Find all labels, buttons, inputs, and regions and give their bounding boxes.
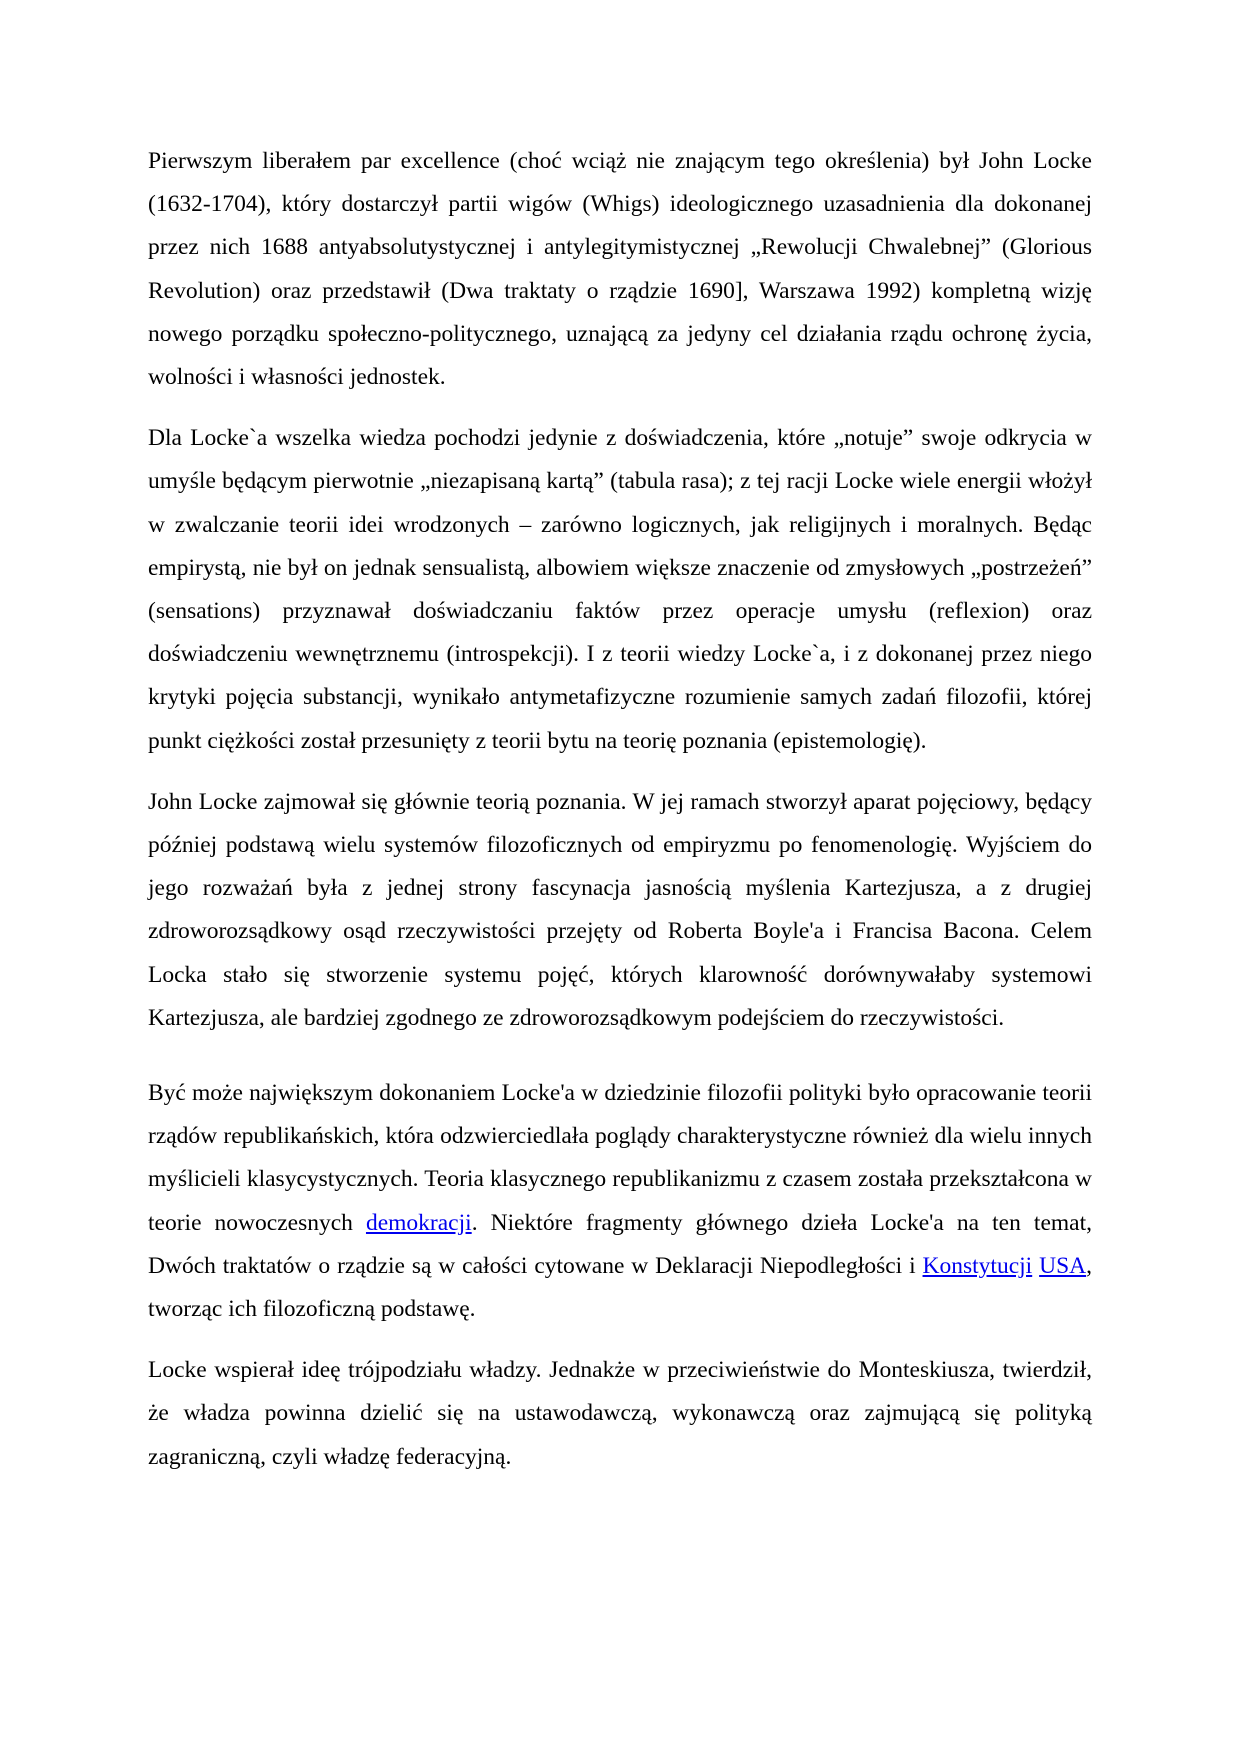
paragraph-locke-liberalism: Pierwszym liberałem par excellence (choć wciąż nie znającym tego określenia) był John Locke (1632-1704), który dostarczył partii wigów (Whigs) ideologicznego uzasadnienia dla dokonanej przez nich 1688 antyabsolutystycznej i antylegitymistycznej „Rewolucji Chwalebnej” (Glorious Revolution) oraz przedstawił (Dwa traktaty o rządzie 1690], Warszawa 1992) kompletną wizję nowego porządku społeczno-politycznego, uznającą za jedyny cel działania rządu ochronę życia, wolności i własności jednostek. bbox=[148, 148, 1092, 391]
link-demokracji[interactable]: demokracji bbox=[365, 1209, 472, 1236]
paragraph-text: . Niektóre fragmenty głównego dzieła Locke'a na ten temat, Dwóch traktatów o rządzie są w całości cytowane w Deklaracji Niepodległości i bbox=[148, 1209, 1092, 1279]
link-konstytucji[interactable]: Konstytucji bbox=[922, 1252, 1033, 1279]
paragraph-text: , tworząc ich filozoficzną podstawę. bbox=[148, 1252, 1092, 1323]
paragraph-text: Być może największym dokonaniem Locke'a w dziedzinie filozofii polityki było opracowanie teorii rządów republikańskich, która odzwierciedlała poglądy charakterystyczne również dla wielu innych myślicieli klasycystycznych. Teoria klasycznego republikanizmu z czasem została przekształcona w teorie nowoczesnych bbox=[148, 1080, 1092, 1236]
paragraph-theory-of-knowledge: John Locke zajmował się głównie teorią poznania. W jej ramach stworzył aparat pojęciowy, będący później podstawą wielu systemów filozoficznych od empiryzmu po fenomenologię. Wyjściem do jego rozważań była z jednej strony fascynacja jasnością myślenia Kartezjusza, a z drugiej zdroworozsądkowy osąd rzeczywistości przejęty od Roberta Boyle'a i Francisa Bacona. Celem Locka stało się stworzenie systemu pojęć, których klarowność dorównywałaby systemowi Kartezjusza, ale bardziej zgodnego ze zdroworozsądkowym podejściem do rzeczywistości. bbox=[148, 788, 1092, 1031]
link-usa[interactable]: USA bbox=[1039, 1252, 1087, 1279]
paragraph-separation-of-powers: Locke wspierał ideę trójpodziału władzy. Jednakże w przeciwieństwie do Monteskiusza, twierdził, że władza powinna dzielić się na ustawodawczą, wykonawczą oraz zajmującą się polityką zagraniczną, czyli władzę federacyjną. bbox=[148, 1357, 1092, 1470]
paragraph-empiricism: Dla Locke`a wszelka wiedza pochodzi jedynie z doświadczenia, które „notuje” swoje odkrycia w umyśle będącym pierwotnie „niezapisaną kartą” (tabula rasa); z tej racji Locke wiele energii włożył w zwalczanie teorii idei wrodzonych – zarówno logicznych, jak religijnych i moralnych. Będąc empirystą, nie był on jednak sensualistą, albowiem większe znaczenie od zmysłowych „postrzeżeń” (sensations) przyznawał doświadczaniu faktów przez operacje umysłu (reflexion) oraz doświadczeniu wewnętrznemu (introspekcji). I z teorii wiedzy Locke`a, i z dokonanej przez niego krytyki pojęcia substancji, wynikało antymetafizyczne rozumienie samych zadań filozofii, której punkt ciężkości został przesunięty z teorii bytu na teorię poznania (epistemologię). bbox=[148, 425, 1092, 754]
document-page bbox=[148, 140, 1092, 1479]
paragraph-republicanism bbox=[148, 1072, 1092, 1331]
